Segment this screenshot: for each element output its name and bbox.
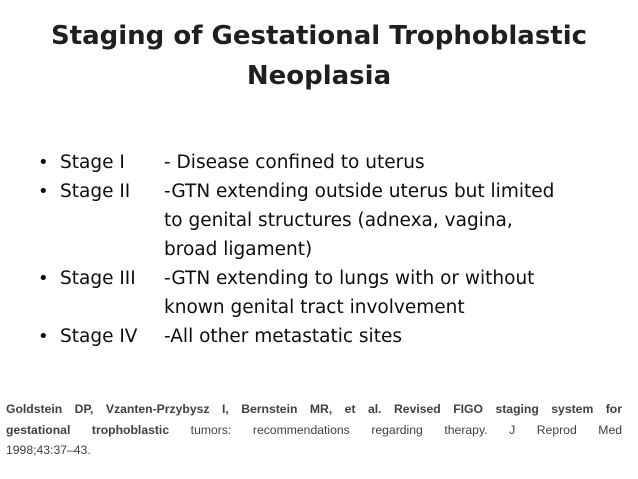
slide-title-line-2: Neoplasia xyxy=(246,61,392,91)
stage-label: Stage IV xyxy=(60,326,138,347)
stage-description-line: broad ligament) xyxy=(164,239,313,260)
stage-item-4 xyxy=(38,322,618,351)
stage-description xyxy=(164,322,609,351)
citation-line-3: 1998;43:37–43. xyxy=(6,443,91,457)
citation xyxy=(6,399,622,461)
citation-journal-topic: gestational trophoblastic xyxy=(6,422,170,437)
stage-item-3 xyxy=(38,264,618,322)
bullet-icon: • xyxy=(38,181,49,202)
slide-title xyxy=(30,16,608,96)
slide-title-line-1: Staging of Gestational Trophoblastic xyxy=(50,21,588,51)
stage-description xyxy=(164,148,609,177)
stage-description-line: - Disease confined to uterus xyxy=(164,152,425,173)
stage-description-line: -All other metastatic sites xyxy=(164,326,402,347)
bullet-icon: • xyxy=(38,326,49,347)
bullet-icon: • xyxy=(38,152,49,173)
stage-list xyxy=(38,148,618,351)
citation-line-1: Goldstein DP, Vzanten-Przybysz I, Bernstein MR, et al. Revised FIGO staging system for xyxy=(6,402,622,416)
stage-label: Stage I xyxy=(60,152,125,173)
stage-description xyxy=(164,264,609,322)
stage-description-line: known genital tract involvement xyxy=(164,297,465,318)
stage-label: Stage II xyxy=(60,181,131,202)
stage-description-line: to genital structures (adnexa, vagina, xyxy=(164,210,513,231)
stage-description-line: -GTN extending outside uterus but limited xyxy=(164,181,555,202)
stage-label: Stage III xyxy=(60,268,136,289)
stage-item-1 xyxy=(38,148,618,177)
citation-line-2 xyxy=(6,420,622,441)
bullet-icon: • xyxy=(38,268,49,289)
citation-line-2-rest: tumors: recommendations regarding therapy. J Reprod Med xyxy=(169,422,622,437)
stage-description-line: -GTN extending to lungs with or without xyxy=(164,268,535,289)
stage-description xyxy=(164,177,609,264)
stage-item-2 xyxy=(38,177,618,264)
